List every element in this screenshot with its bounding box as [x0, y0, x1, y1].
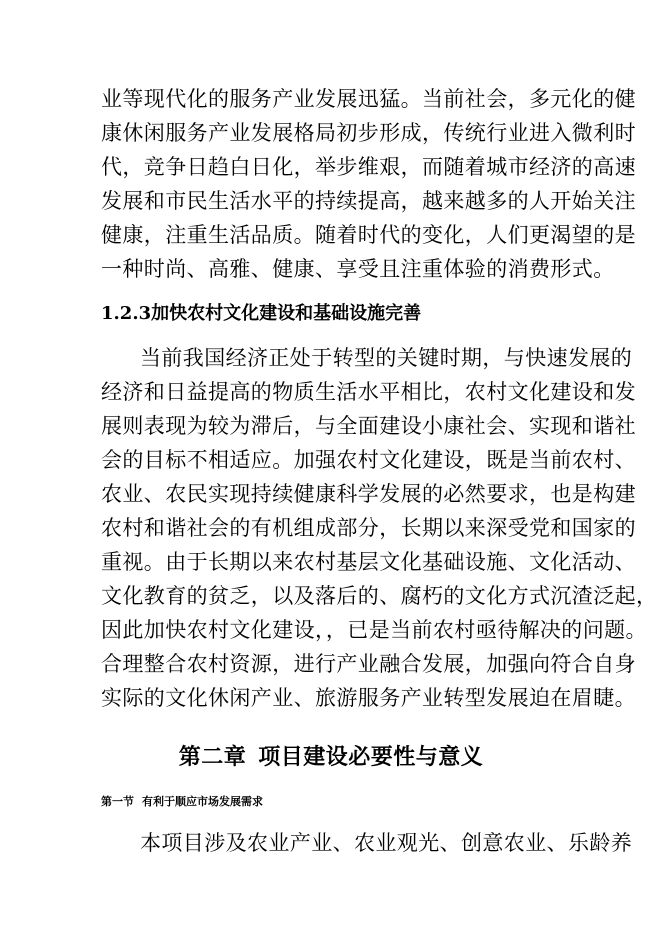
- paragraph-line: 本项目涉及农业产业、农业观光、创意农业、乐龄养: [140, 831, 633, 855]
- paragraph-line: 一种时尚、高雅、健康、享受且注重体验的消费形式。: [101, 257, 615, 281]
- paragraph-line: 合理整合农村资源，进行产业融合发展，加强向符合自身: [101, 652, 636, 676]
- paragraph-line: 实际的文化休闲产业、旅游服务产业转型发展迫在眉睫。: [101, 686, 636, 710]
- section-label: 第一节: [101, 795, 134, 808]
- paragraph-line: 业等现代化的服务产业发展迅猛。当前社会，多元化的健: [101, 87, 636, 111]
- section-heading: [101, 794, 263, 810]
- paragraph-line: 经济和日益提高的物质生活水平相比，农村文化建设和发: [101, 380, 636, 404]
- section-title: 有利于顺应市场发展需求: [142, 795, 263, 808]
- paragraph-line: 农村和谐社会的有机组成部分，长期以来深受党和国家的: [101, 516, 636, 540]
- paragraph-line: 代，竞争日趋白日化，举步维艰，而随着城市经济的高速: [101, 155, 636, 179]
- chapter-title: 项目建设必要性与意义: [258, 744, 484, 770]
- subsection-heading: [101, 299, 421, 329]
- paragraph-line: 发展和市民生活水平的持续提高，越来越多的人开始关注: [101, 189, 636, 213]
- paragraph-line: 文化教育的贫乏，以及落后的、腐朽的文化方式沉渣泛起，: [101, 584, 658, 608]
- chapter-label: 第二章: [178, 744, 247, 770]
- subsection-number: 1.2.3: [101, 303, 152, 324]
- paragraph-line: 重视。由于长期以来农村基层文化基础设施、文化活动、: [101, 550, 636, 574]
- paragraph-line: 因此加快农村文化建设，，已是当前农村亟待解决的问题。: [101, 618, 647, 642]
- paragraph-line: 康休闲服务产业发展格局初步形成，传统行业进入微利时: [101, 121, 636, 145]
- paragraph-line: 农业、农民实现持续健康科学发展的必然要求，也是构建: [101, 482, 636, 506]
- paragraph-line: 当前我国经济正处于转型的关键时期，与快速发展的: [140, 346, 633, 370]
- paragraph-line: 健康，注重生活品质。随着时代的变化，人们更渴望的是: [101, 223, 636, 247]
- chapter-heading: [0, 741, 662, 773]
- paragraph-line: 会的目标不相适应。加强农村文化建设，既是当前农村、: [101, 448, 636, 472]
- subsection-title: 加快农村文化建设和基础设施完善: [151, 303, 422, 324]
- paragraph-line: 展则表现为较为滞后，与全面建设小康社会、实现和谐社: [101, 414, 636, 438]
